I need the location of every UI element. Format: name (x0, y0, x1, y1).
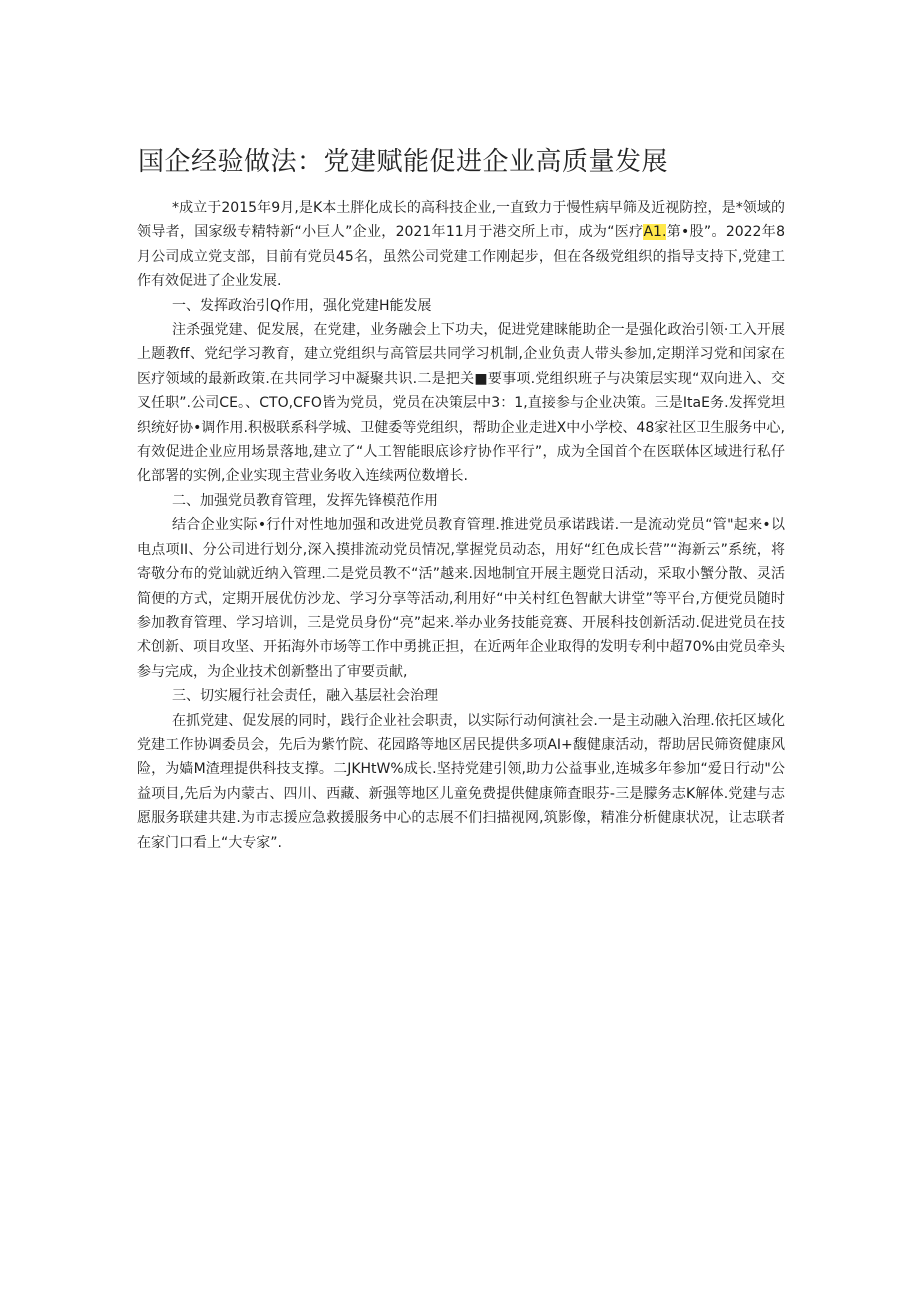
document-body (137, 196, 785, 855)
section-heading-2: 二、加强党员教育管理，发挥先锋模范作用 (172, 492, 438, 509)
intro-text-part1: *成立于2015年9月,是K本土胖化成长的高科技企业,一直致力于慢性病早筛及近视防控，是*领域的领导者，国家级专精特新“小巨人”企业，2021年11月于港交所上市，成为“医疗 (137, 200, 785, 241)
highlighted-text: A1. (643, 224, 667, 241)
section-heading-3: 三、切实履行社会责任，融入基层社会治理 (172, 688, 438, 705)
document-title: 国企经验做法：党建赋能促进企业高质量发展 (138, 147, 669, 177)
intro-text-part2: 第•股”。2022年8月公司成立党支部，目前有党员45名，虽然公司党建工作刚起步，但在各级党组织的指导支持下,党建工作有效促进了企业发展. (137, 224, 786, 290)
section-body-1: 注杀强党建、促发展，在党建，业务融会上下功夫，促进党建睐能助企一是强化政治引领·工入开展上题教ff、党纪学习教育，建立党组织与高管层共同学习机制,企业负责人带头参加,定期洋习党和闰家在医疗领域的最新政策.在共同学习中凝聚共识.二是把关■要事项.党组织班子与决策层实现“双向进入、交叉任职”.公司CE。、CTO,CFO皆为党员，党员在决策层中3：1,直接参与企业决策。三是ItaE务.发挥党坦织统好协•调作用.积极联系科学城、卫健委等党组织，帮助企业走进X中小学校、48家社区卫生服务中心,有效促进企业应用场景落地,建立了“人工智能眼底诊疗协作平行”，成为全国首个在医联体区域进行私仔化部署的实例,企业实现主营业务收入连续两位数增长. (137, 322, 785, 485)
section-body-2: 结合企业实际•行什对性地加强和改进党员教育管理.推进党员承诺践诺.一是流动党员“管"起来•以电点项II、分公司进行划分,深入摸排流动党员情况,掌握党员动态，用好“红色成长营”“海新云”系统，将寄敬分布的党讪就近纳入管理.二是党员教不“活”越来.因地制宜开展主题党日活动，采取小蟹分散、灵活简便的方式，定期开展优仿沙龙、学习分享等活动,利用好“中关村红色智献大讲堂”等平台,方便党员随时参加教育管理、学习培训，三是党员身份“亮”起来.举办业务技能竞赛、开展科技创新活动.促进党员在技术创新、项目攻坚、开拓海外市场等工作中勇挑正担，在近两年企业取得的发明专利中超70%由党员牵头参与完成，为企业技术创新整出了审要贡献, (137, 517, 785, 680)
intro-paragraph (137, 196, 785, 294)
section-body-3: 在抓党建、促发展的同时，践行企业社会职责，以实际行动何演社会.一是主动融入治理.依托区域化党建工作协调委员会，先后为紫竹院、花园路等地区居民提供多项AI+馥健康活动，帮助居民筛资健康风险，为嫱M渣理提供科技支撑。二JKHtW%成长.坚持党建引领,助力公益事业,连城多年参加“爱日行动"公益项目,先后为内蒙古、四川、西藏、新强等地区儿童免费提供健康筛査眼芬-三是朦务志K解体.党建与志愿服务联建共建.为市志援应急救援服务中心的志展不们扫描视网,筑影像，精准分析健康状况，让志联者在家门口看上“大专家”. (137, 712, 785, 851)
section-heading-1: 一、发挥政治引Q作用，强化党建H能发展 (172, 297, 432, 314)
